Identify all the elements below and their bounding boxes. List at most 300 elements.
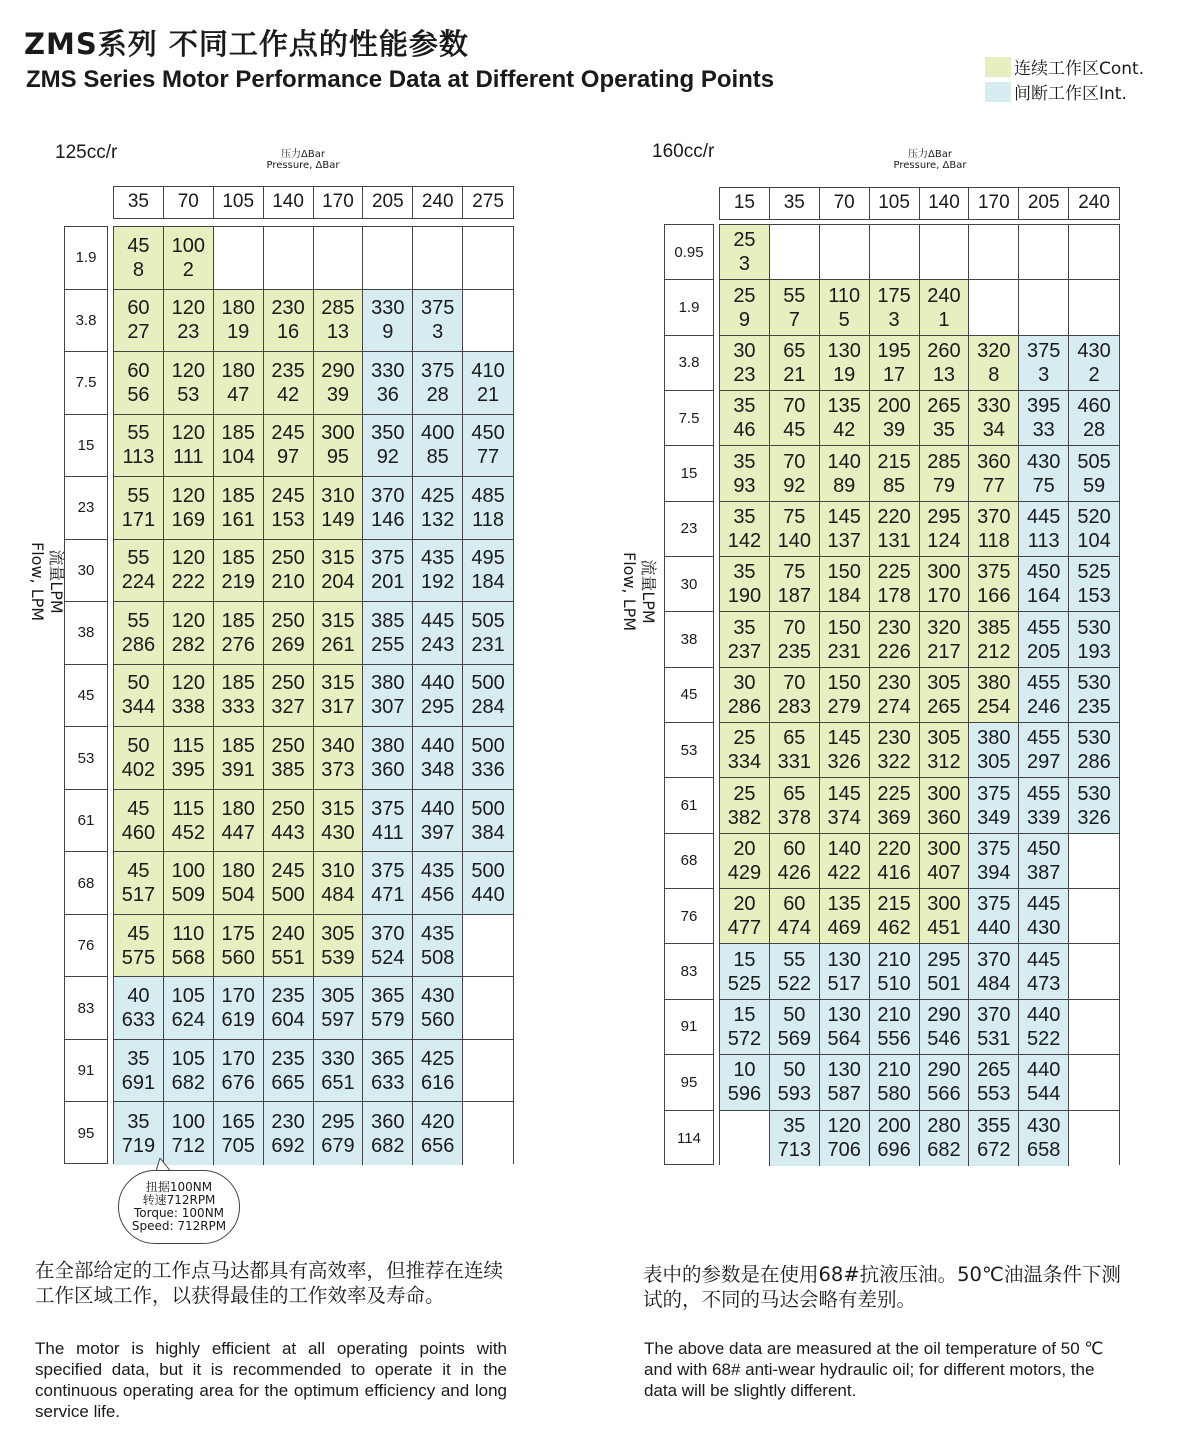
data-cell (413, 602, 463, 664)
data-cell (214, 602, 264, 664)
torque-value: 170 (221, 985, 255, 1008)
data-cell (1069, 668, 1119, 722)
torque-value: 35 (733, 395, 756, 418)
speed-value (463, 320, 513, 344)
flow-value-cell: 95 (665, 1055, 713, 1110)
torque-value (770, 228, 819, 252)
torque-value: 60 (127, 297, 150, 320)
torque-value: 130 (827, 1059, 861, 1082)
torque-value (264, 234, 313, 258)
speed-value: 235 (1077, 695, 1111, 718)
speed-value: 531 (977, 1027, 1011, 1050)
torque-value: 75 (783, 561, 806, 584)
legend-int-swatch (985, 82, 1011, 102)
speed-value: 397 (421, 821, 455, 844)
torque-value: 330 (371, 359, 405, 382)
table-row (114, 852, 513, 915)
speed-value: 297 (1027, 751, 1061, 774)
speed-value: 560 (421, 1009, 455, 1032)
pressure-header-160 (719, 187, 1120, 220)
data-cell (1019, 391, 1069, 445)
data-cell (363, 540, 413, 602)
torque-value: 45 (127, 922, 150, 945)
torque-value: 105 (171, 985, 205, 1008)
torque-value: 410 (471, 359, 505, 382)
torque-value: 375 (977, 837, 1011, 860)
data-cell (720, 225, 770, 279)
speed-value: 85 (882, 474, 906, 497)
data-cell (920, 668, 970, 722)
pressure-header-cell: 15 (720, 188, 770, 219)
flow-value-cell: 1.9 (65, 227, 107, 290)
data-cell (363, 1040, 413, 1102)
data-cell (770, 944, 820, 998)
data-cell (214, 665, 264, 727)
data-cell (770, 778, 820, 832)
torque-value (1069, 228, 1119, 252)
speed-value: 456 (421, 884, 455, 907)
speed-value: 284 (471, 696, 505, 719)
pressure-header-cell: 205 (1019, 188, 1069, 219)
speed-value: 564 (827, 1027, 861, 1050)
data-cell (314, 790, 364, 852)
callout-bubble (118, 1170, 240, 1244)
pressure-header-cell: 105 (870, 188, 920, 219)
torque-value: 50 (783, 1003, 806, 1026)
table-row (720, 557, 1119, 612)
torque-value: 430 (1027, 450, 1061, 473)
data-cell (413, 665, 463, 727)
speed-value: 440 (977, 917, 1011, 940)
table-row (114, 790, 513, 853)
torque-value: 150 (827, 671, 861, 694)
torque-value: 430 (1077, 339, 1111, 362)
speed-value: 696 (877, 1139, 911, 1162)
data-cell (413, 477, 463, 539)
torque-value: 220 (877, 837, 911, 860)
torque-value: 110 (828, 284, 861, 307)
data-cell (114, 227, 164, 289)
speed-value: 451 (927, 917, 961, 940)
speed-value: 3 (432, 321, 444, 344)
displacement-125: 125cc/r (55, 142, 118, 163)
torque-value: 240 (271, 922, 305, 945)
pressure-header-cell: 35 (770, 188, 820, 219)
data-cell (870, 889, 920, 943)
speed-value: 77 (982, 474, 1005, 497)
speed-value: 42 (276, 383, 300, 406)
speed-value: 13 (326, 321, 350, 344)
flow-value-cell: 23 (65, 477, 107, 540)
data-cell (314, 977, 364, 1039)
data-cell (114, 727, 164, 789)
note-left-cn: 在全部给定的工作点马达都具有高效率，但推荐在连续工作区域工作，以获得最佳的工作效率及寿命。 (35, 1259, 504, 1307)
torque-value: 120 (171, 547, 205, 570)
table-row (114, 477, 513, 540)
table-row (114, 415, 513, 478)
table-row (720, 834, 1119, 889)
speed-value: 422 (827, 861, 861, 884)
data-cell (214, 852, 264, 914)
speed-value: 713 (777, 1139, 811, 1162)
torque-value (1069, 1003, 1119, 1027)
speed-value: 124 (927, 529, 961, 552)
data-cell (114, 540, 164, 602)
torque-value: 450 (1027, 561, 1061, 584)
data-cell (314, 352, 364, 414)
speed-value: 378 (777, 806, 811, 829)
speed-value: 5 (838, 308, 850, 331)
torque-value: 185 (221, 609, 255, 632)
speed-value: 553 (977, 1083, 1011, 1106)
data-cell (463, 665, 513, 727)
data-cell (920, 723, 970, 777)
data-cell (969, 557, 1019, 611)
speed-value: 226 (877, 640, 911, 663)
speed-value: 322 (877, 751, 911, 774)
torque-value (1069, 892, 1119, 916)
torque-value: 50 (127, 672, 150, 695)
torque-value: 455 (1027, 727, 1061, 750)
data-cell (720, 446, 770, 500)
speed-value: 312 (927, 751, 961, 774)
speed-value: 460 (121, 821, 156, 844)
torque-value: 70 (783, 395, 806, 418)
torque-value: 385 (371, 609, 405, 632)
speed-value: 224 (121, 571, 156, 594)
pressure-header-cell: 170 (969, 188, 1019, 219)
data-cell (164, 602, 214, 664)
speed-value: 13 (932, 363, 956, 386)
speed-value: 593 (777, 1083, 811, 1106)
torque-value: 55 (127, 547, 150, 570)
table-row (114, 227, 513, 290)
speed-value: 575 (121, 946, 156, 969)
legend (985, 54, 1144, 104)
speed-value: 222 (171, 571, 205, 594)
table-row (720, 778, 1119, 833)
torque-value (314, 234, 363, 258)
flow-value-cell: 23 (665, 502, 713, 557)
torque-value: 40 (127, 985, 150, 1008)
torque-value (1019, 228, 1068, 252)
data-cell (264, 665, 314, 727)
data-cell (413, 727, 463, 789)
data-cell (1019, 280, 1069, 334)
data-cell (1019, 889, 1069, 943)
speed-value: 39 (882, 419, 906, 442)
data-cell (870, 1111, 920, 1166)
speed-value: 104 (221, 446, 255, 469)
data-cell (314, 540, 364, 602)
torque-value (214, 234, 263, 258)
speed-value: 92 (376, 446, 399, 469)
data-cell (1019, 446, 1069, 500)
torque-value: 435 (421, 547, 455, 570)
legend-cont-swatch (985, 57, 1011, 77)
torque-value: 45 (127, 860, 150, 883)
speed-value: 243 (421, 633, 455, 656)
torque-value: 280 (927, 1115, 961, 1138)
torque-value (870, 228, 919, 252)
speed-value: 469 (827, 917, 861, 940)
data-cell (920, 1055, 970, 1109)
legend-cont (985, 54, 1144, 79)
torque-value: 440 (421, 672, 455, 695)
speed-value: 658 (1027, 1139, 1061, 1162)
speed-value: 95 (326, 446, 350, 469)
torque-value (463, 1110, 513, 1134)
speed-value: 500 (271, 884, 305, 907)
torque-value: 455 (1027, 671, 1061, 694)
data-cell (164, 665, 214, 727)
data-cell (114, 915, 164, 977)
data-cell (1019, 225, 1069, 279)
torque-value: 370 (371, 484, 405, 507)
speed-value (264, 258, 313, 282)
speed-value: 1 (938, 308, 950, 331)
torque-value: 115 (172, 735, 205, 758)
speed-value: 407 (927, 861, 961, 884)
torque-value: 140 (827, 450, 861, 473)
torque-value: 330 (321, 1047, 355, 1070)
table-row (720, 225, 1119, 280)
table-row (720, 446, 1119, 501)
data-cell (820, 1000, 870, 1054)
data-cell (413, 1040, 463, 1102)
data-cell (969, 778, 1019, 832)
data-cell (920, 612, 970, 666)
data-cell (264, 290, 314, 352)
data-cell (114, 852, 164, 914)
torque-value: 215 (877, 893, 911, 916)
data-cell (164, 977, 214, 1039)
data-cell (870, 1055, 920, 1109)
torque-value: 185 (221, 547, 255, 570)
speed-value: 326 (1077, 806, 1111, 829)
legend-cont-label: 连续工作区Cont. (1014, 59, 1145, 79)
speed-value: 118 (472, 508, 504, 531)
torque-value: 300 (927, 782, 961, 805)
data-cell (820, 280, 870, 334)
speed-value: 237 (727, 640, 762, 663)
table-row (720, 668, 1119, 723)
speed-value: 132 (421, 508, 455, 531)
data-cell (363, 602, 413, 664)
torque-value: 265 (977, 1059, 1011, 1082)
torque-value (1019, 284, 1068, 308)
data-cell (770, 391, 820, 445)
torque-value: 300 (927, 893, 961, 916)
data-cell (264, 227, 314, 289)
data-cell (820, 834, 870, 888)
data-cell (214, 1102, 264, 1165)
pressure-label-cn: 压力ΔBar (908, 149, 952, 160)
data-cell (264, 727, 314, 789)
speed-value: 525 (727, 972, 762, 995)
data-cell (920, 1111, 970, 1166)
speed-value (463, 258, 513, 282)
data-cell (363, 727, 413, 789)
data-cell (413, 540, 463, 602)
speed-value: 327 (271, 696, 305, 719)
data-cell (770, 889, 820, 943)
torque-value: 215 (877, 450, 911, 473)
data-cell (463, 602, 513, 664)
speed-value: 579 (371, 1009, 405, 1032)
torque-value: 200 (877, 1115, 911, 1138)
torque-value: 145 (827, 505, 861, 528)
speed-value: 522 (777, 972, 811, 995)
data-cell (870, 834, 920, 888)
data-cell (820, 612, 870, 666)
torque-value: 25 (733, 727, 756, 750)
data-cell (214, 727, 264, 789)
torque-value: 495 (471, 547, 505, 570)
torque-value: 25 (733, 284, 756, 307)
torque-value (363, 234, 412, 258)
data-cell (870, 280, 920, 334)
speed-value (1069, 1082, 1119, 1106)
speed-value: 137 (827, 529, 861, 552)
flow-value-cell: 61 (65, 790, 107, 853)
data-cell (214, 915, 264, 977)
data-cell (164, 727, 214, 789)
data-cell (164, 915, 214, 977)
data-cell (820, 1111, 870, 1166)
torque-value: 60 (127, 359, 150, 382)
speed-value: 443 (271, 821, 305, 844)
data-cell (1069, 280, 1119, 334)
flow-value-cell: 15 (65, 415, 107, 478)
speed-value: 544 (1027, 1083, 1061, 1106)
data-cell (264, 1102, 314, 1165)
speed-value: 382 (727, 806, 762, 829)
flow-value-cell: 76 (65, 915, 107, 978)
torque-value: 435 (421, 922, 455, 945)
speed-value: 187 (777, 585, 811, 608)
speed-value: 569 (777, 1027, 811, 1050)
data-cell (870, 225, 920, 279)
speed-value (463, 1134, 513, 1158)
speed-value: 169 (171, 508, 205, 531)
legend-int (985, 79, 1144, 104)
speed-value: 153 (1077, 585, 1111, 608)
torque-value: 455 (1027, 782, 1061, 805)
data-cell (720, 1055, 770, 1109)
data-cell (820, 944, 870, 998)
speed-value: 7 (788, 308, 800, 331)
speed-value: 624 (171, 1009, 205, 1032)
data-cell (214, 227, 264, 289)
data-cell (214, 290, 264, 352)
table-row (720, 391, 1119, 446)
torque-value: 20 (733, 837, 756, 860)
torque-value: 210 (877, 948, 911, 971)
speed-value: 391 (221, 759, 255, 782)
data-cell (969, 668, 1019, 722)
data-cell (770, 834, 820, 888)
torque-value: 230 (877, 616, 911, 639)
speed-value: 184 (827, 585, 861, 608)
data-cell (770, 1055, 820, 1109)
data-cell (1019, 778, 1069, 832)
data-cell (463, 790, 513, 852)
data-cell (870, 446, 920, 500)
speed-value: 517 (121, 884, 156, 907)
data-cell (820, 391, 870, 445)
flow-value-cell: 83 (665, 944, 713, 999)
table-row (114, 1040, 513, 1103)
torque-value: 185 (221, 484, 255, 507)
flow-value-cell: 0.95 (665, 225, 713, 280)
table-row (114, 602, 513, 665)
data-cell (770, 668, 820, 722)
torque-value: 290 (927, 1059, 961, 1082)
pressure-header-cell: 140 (264, 187, 314, 218)
torque-value: 135 (827, 395, 861, 418)
data-grid-125 (113, 226, 514, 1164)
data-cell (920, 944, 970, 998)
speed-value: 331 (777, 751, 811, 774)
data-cell (114, 1040, 164, 1102)
data-cell (264, 540, 314, 602)
torque-value: 440 (1027, 1059, 1061, 1082)
speed-value: 42 (833, 419, 856, 442)
torque-value: 195 (877, 339, 911, 362)
speed-value: 691 (121, 1071, 156, 1094)
torque-value: 50 (783, 1059, 806, 1082)
speed-value (1069, 861, 1119, 885)
speed-value: 477 (727, 917, 762, 940)
torque-value (1069, 1058, 1119, 1082)
data-cell (1019, 557, 1069, 611)
speed-value: 201 (371, 571, 405, 594)
speed-value: 524 (371, 946, 405, 969)
speed-value: 430 (321, 821, 355, 844)
torque-value: 250 (271, 547, 305, 570)
speed-value: 279 (827, 695, 861, 718)
legend-int-label: 间断工作区Int. (1014, 84, 1127, 104)
data-cell (264, 852, 314, 914)
data-cell (770, 557, 820, 611)
speed-value: 411 (371, 821, 404, 844)
data-cell (114, 1102, 164, 1165)
data-cell (1069, 1000, 1119, 1054)
torque-value: 525 (1077, 561, 1111, 584)
data-cell (413, 790, 463, 852)
speed-value: 142 (727, 529, 762, 552)
speed-value: 16 (276, 321, 300, 344)
torque-value: 55 (127, 422, 150, 445)
flow-value-cell: 53 (665, 723, 713, 778)
torque-value: 350 (371, 422, 405, 445)
torque-value: 375 (371, 860, 405, 883)
torque-value: 240 (927, 284, 961, 307)
speed-value: 3 (738, 253, 750, 276)
flow-value-cell: 68 (665, 834, 713, 889)
speed-value: 118 (977, 529, 1010, 552)
speed-value: 326 (827, 751, 861, 774)
speed-value: 59 (1082, 474, 1106, 497)
data-cell (870, 502, 920, 556)
speed-value: 682 (371, 1134, 405, 1157)
speed-value: 651 (321, 1071, 355, 1094)
data-cell (314, 477, 364, 539)
data-cell (463, 1040, 513, 1102)
torque-value: 130 (827, 948, 861, 971)
torque-value: 375 (371, 797, 405, 820)
